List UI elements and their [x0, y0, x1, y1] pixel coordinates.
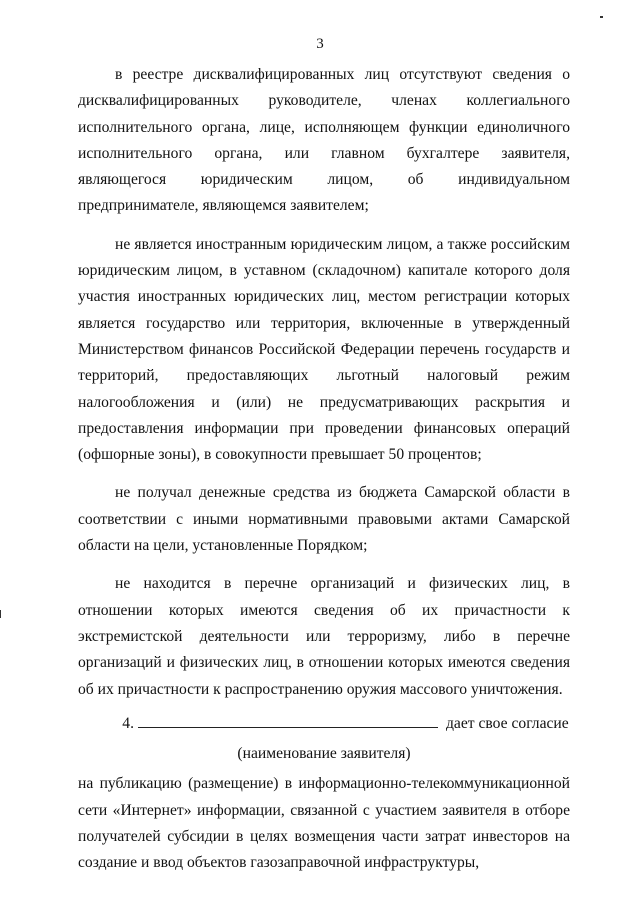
scan-mark [0, 610, 1, 618]
applicant-name-caption: (наименование заявителя) [237, 745, 411, 763]
item-number: 4. [122, 714, 134, 732]
paragraph-budget-funds: не получал денежные средства из бюджета Самарской области в соответствии с иными нормативными правовыми актами Самарской области на цели, установленные Порядком; [78, 484, 570, 555]
scan-mark [600, 16, 603, 18]
page-number: 3 [316, 36, 324, 52]
document-body [78, 62, 570, 877]
paragraph-disqualified-registry: в реестре дисквалифицированных лиц отсутствуют сведения о дисквалифицированных руководителе, членах коллегиального исполнительного органа, лице, исполняющем функции единоличного исполнительного органа, или главном бухгалтере заявителя, являющегося юридическим лицом, об индивидуальном предпринимателе, являющемся заявителем; [78, 66, 570, 215]
item-4-consent-row [78, 711, 570, 737]
paragraph-publication-consent: на публикацию (размещение) в информационно-телекоммуникационной сети «Интернет» информации, связанной с участием заявителя в отборе получателей субсидии в целях возмещения части затрат инвесторов на создание и ввод объектов газозаправочной инфраструктуры, [78, 775, 570, 872]
paragraph-foreign-entity: не является иностранным юридическим лицом, а также российским юридическим лицом, в уставном (складочном) капитале которого доля участия иностранных юридических лиц, местом регистрации которых является государство или территория, включенные в утвержденный Министерством финансов Российской Федерации перечень государств и территорий, предоставляющих льготный налоговый режим налогообложения и (или) не предусматривающих раскрытия и предоставления информации при проведении финансовых операций (офшорные зоны), в совокупности превышает 50 процентов; [78, 235, 570, 464]
paragraph-extremism-list: не находится в перечне организаций и физических лиц, в отношении которых имеются сведения об их причастности к экстремистской деятельности или терроризму, либо в перечне организаций и физических лиц, в отношении которых имеются сведения об их причастности к распространению оружия массового уничтожения. [78, 575, 570, 698]
applicant-name-blank [138, 713, 438, 728]
consent-text: дает свое согласие [446, 714, 569, 732]
